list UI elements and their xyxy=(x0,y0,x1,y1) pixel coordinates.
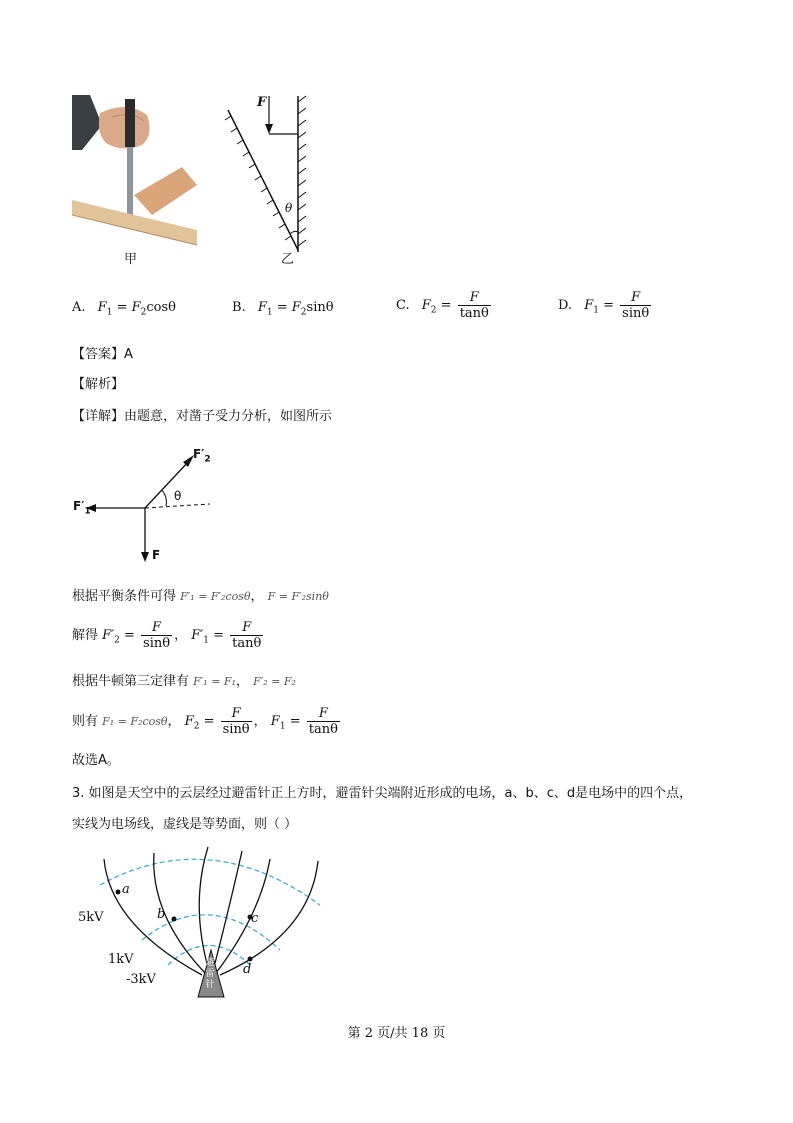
electric-field-figure xyxy=(70,845,330,1005)
solution-line-4: 则有 F₁ = F₂cosθ， $F_2$ = $\frac{F}{\sin\theta}$ ， $F_1$ = $\frac{F}{\tan\theta}$ xyxy=(72,706,338,737)
force-label-f1: $F'_1$ xyxy=(73,499,91,517)
chisel-photo-illustration xyxy=(72,95,207,250)
point-c-label: c xyxy=(251,911,259,926)
question3-line2: 实线为电场线，虚线是等势面，则（ ） xyxy=(72,817,298,832)
potential-minus3kv-label: -3kV xyxy=(126,972,156,987)
option-c[interactable]: C. $F_2$ = $\frac{F}{\tan\theta}$ xyxy=(396,290,489,321)
figure-yi-force-label: F xyxy=(257,95,267,110)
figure-yi-diagram xyxy=(222,92,312,254)
option-b[interactable]: B. $F_1 = F_2\sin\theta$ xyxy=(232,300,334,318)
option-a[interactable]: A. $F_1 = F_2\cos\theta$ xyxy=(72,300,176,318)
question3-line1: 3. 如图是天空中的云层经过避雷针正上方时，避雷针尖端附近形成的电场，a、b、c、d是电场中的四个点， xyxy=(72,786,693,801)
force-label-theta: θ xyxy=(174,489,182,503)
page-footer: 第 2 页/共 18 页 xyxy=(347,1026,446,1041)
force-label-f2: $F'_2$ xyxy=(193,447,211,465)
solution-line-3: 根据牛顿第三定律有 F′₁ = F₁， F′₂ = F₂ xyxy=(72,674,296,689)
point-b-label: b xyxy=(157,907,166,922)
answer-line: 【答案】A xyxy=(72,347,133,362)
force-label-f: F xyxy=(152,548,161,562)
field-lines-svg xyxy=(70,845,330,1005)
figure-jia-photo xyxy=(72,95,207,250)
figure-yi-label: 乙 xyxy=(281,252,295,267)
option-d[interactable]: D. $F_1$ = $\frac{F}{\sin\theta}$ xyxy=(558,290,650,321)
detail-line: 【详解】由题意，对凿子受力分析，如图所示 xyxy=(72,409,333,424)
solution-line-2: 解得 $F'_2$ = $\frac{F}{\sin\theta}$ ， $F'_1$ = $\frac{F}{\tan\theta}$ xyxy=(72,620,262,651)
point-a-label: a xyxy=(122,882,130,897)
solution-fraction-3: $\frac{F}{\sin\theta}$ xyxy=(222,706,250,737)
solution-fraction-2: $\frac{F}{\tan\theta}$ xyxy=(232,620,262,651)
potential-5kv-label: 5kV xyxy=(78,910,104,925)
option-c-fraction: $\frac{F}{\tan\theta}$ xyxy=(459,290,489,321)
figure-jia-label: 甲 xyxy=(124,252,138,267)
lightning-rod-label: 避 雷 针 xyxy=(205,958,215,990)
point-d-label: d xyxy=(243,962,252,977)
potential-1kv-label: 1kV xyxy=(108,952,134,967)
option-d-fraction: $\frac{F}{\sin\theta}$ xyxy=(622,290,650,321)
solution-line-1: 根据平衡条件可得 F′₁ = F′₂cosθ， F = F′₂sinθ xyxy=(72,589,329,604)
figure-yi-angle-label: θ xyxy=(285,201,293,215)
analysis-label: 【解析】 xyxy=(72,377,125,392)
wedge-diagram xyxy=(222,92,312,254)
solution-fraction-1: $\frac{F}{\sin\theta}$ xyxy=(143,620,171,651)
conclusion-line: 故选A。 xyxy=(72,753,120,768)
solution-fraction-4: $\frac{F}{\tan\theta}$ xyxy=(308,706,338,737)
